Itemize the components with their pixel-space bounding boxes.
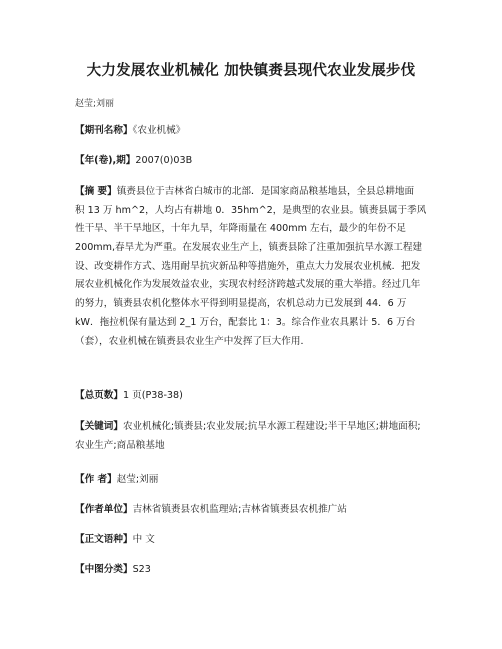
pages-value: 1 页(P38-38) [122,390,183,401]
abstract-line: 200mm,春旱尤为严重。在发展农业生产上，镇赉县除了注重加强抗旱水源工程建 [75,242,423,254]
abstract-line: 展农业机械化作为发展效益农业，实现农村经济跨越式发展的重大举措。经过几年 [75,279,421,291]
journal-value: 《农业机械》 [132,125,186,136]
affiliation-label: 【作者单位】 [75,504,133,515]
authors-label: 【作 者】 [75,474,117,485]
abstract-line: 设、改变耕作方式、选用耐旱抗灾新品种等措施外，重点大力发展农业机械．把发 [75,260,421,272]
abstract-line: 性干旱、半干旱地区，十年九旱，年降雨量在 400mm 左右，最少的年份不足 [75,223,406,235]
year-issue-label: 【年(卷),期】 [75,155,136,166]
language-label: 【正文语种】 [75,534,133,545]
keywords-label: 【关键词】 [75,421,123,432]
pages-label: 【总页数】 [75,390,123,401]
authors-field [75,470,431,489]
author-line: 赵莹;刘丽 [75,99,115,109]
year-issue-field [75,151,431,170]
article-title: 大力发展农业机械化 加快镇赉县现代农业发展步伐 [86,63,416,79]
abstract-field [75,183,431,351]
classification-value: S23 [132,564,151,575]
affiliation-field [75,500,431,519]
abstract-line: 的努力，镇赉县农机化整体水平得到明显提高，农机总动力已发展到 44．6 万 [75,298,407,310]
classification-field [75,560,431,579]
abstract-line: 【摘 要】镇赉县位于吉林省白城市的北部．是国家商品粮基地县，全县总耕地面 [75,186,415,197]
pages-field [75,386,431,405]
classification-label: 【中图分类】 [75,564,133,575]
journal-field [75,121,431,140]
keywords-line: 【关键词】农业机械化;镇赉县;农业发展;抗旱水源工程建设;半干旱地区;耕地面积; [75,421,421,432]
language-field [75,530,431,549]
authors-value: 赵莹;刘丽 [116,474,159,485]
abstract-line: 积 13 万 hm^2，人均占有耕地 0．35hm^2，是典型的农业县。镇赉县属于季风 [75,204,427,216]
journal-label: 【期刊名称】 [75,125,133,136]
language-value: 中 文 [132,534,155,545]
abstract-line: （套），农业机械在镇赉县农业生产中发挥了巨大作用． [75,335,311,347]
keywords-line: 农业生产;商品粮基地 [75,439,165,451]
abstract-line: kW．拖拉机保有量达到 2_1 万台，配套比 1：3。综合作业农具累计 5．6 万台 [75,316,416,328]
keywords-field [75,418,431,455]
abstract-label: 【摘 要】 [75,186,117,197]
year-issue-value: 2007(0)03B [135,155,193,166]
affiliation-value: 吉林省镇赉县农机监理站;吉林省镇赉县农机推广站 [132,504,347,515]
